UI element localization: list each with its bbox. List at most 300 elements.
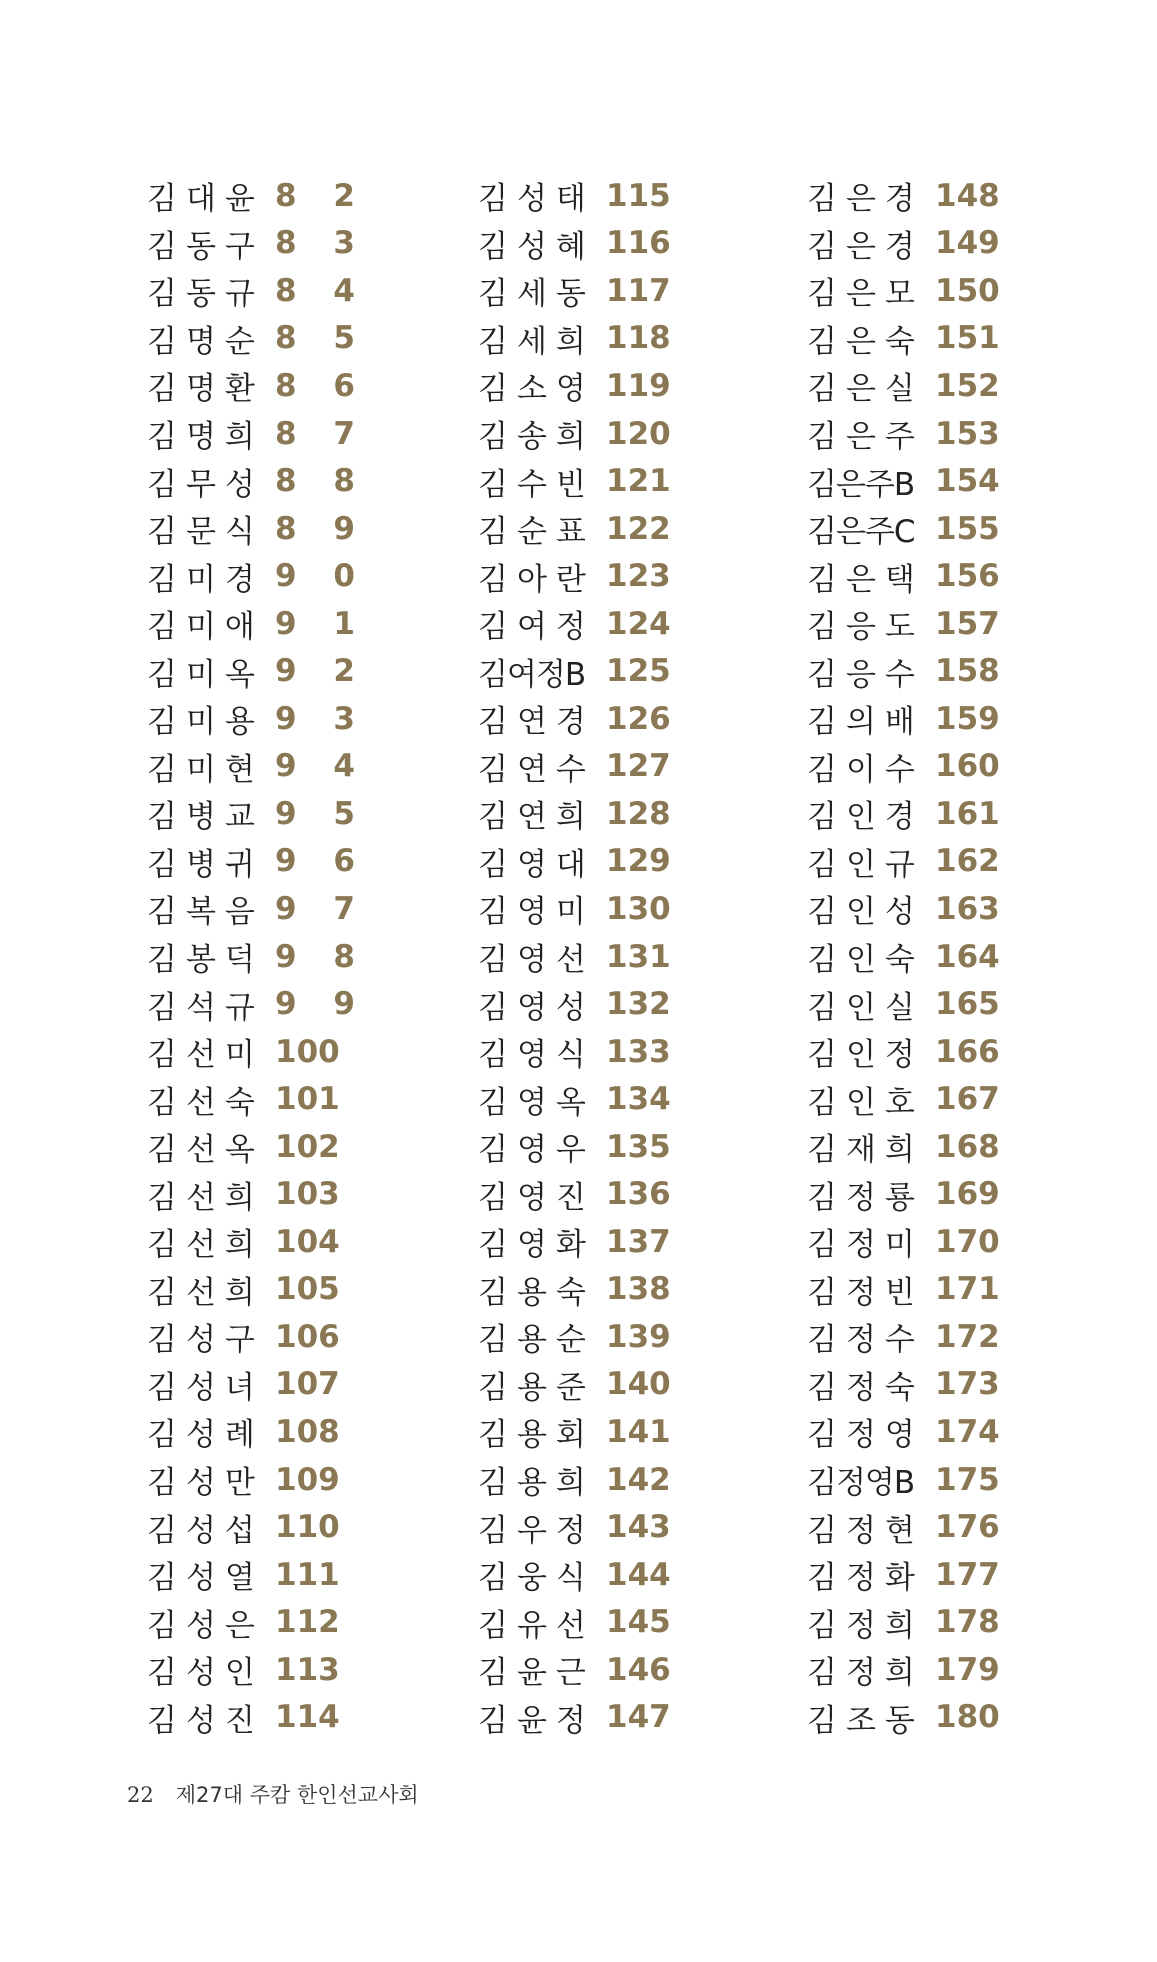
index-column-1 <box>147 172 368 1741</box>
entry-page-number: 149 <box>935 225 1000 262</box>
index-entry <box>478 1266 671 1314</box>
entry-page-number: 123 <box>606 558 671 595</box>
index-entry <box>807 695 1000 743</box>
entry-page-number: 114 <box>275 1699 340 1736</box>
index-entry <box>478 1408 671 1456</box>
entry-name: 김명순 <box>147 323 264 360</box>
index-entry <box>147 1361 368 1409</box>
entry-name: 김송희 <box>478 419 595 455</box>
entry-name: 김은경 <box>807 181 924 218</box>
entry-name: 김성녀 <box>147 1369 264 1406</box>
entry-name: 김영우 <box>478 1132 595 1169</box>
entry-name: 김은택 <box>807 561 924 598</box>
entry-page-number: 110 <box>275 1509 340 1546</box>
index-entry <box>147 267 368 315</box>
entry-name: 김인성 <box>807 894 924 931</box>
index-entry <box>147 220 368 268</box>
entry-page-number: 180 <box>935 1699 1000 1736</box>
entry-page-number: 8 7 <box>275 415 368 452</box>
entry-page-number: 172 <box>935 1318 1000 1355</box>
entry-name: 김인규 <box>807 846 924 883</box>
entry-page-number: 129 <box>606 843 671 880</box>
entry-page-number: 167 <box>935 1081 1000 1118</box>
entry-page-number: 178 <box>935 1604 1000 1641</box>
index-entry <box>807 1361 1000 1409</box>
entry-page-number: 8 3 <box>275 225 368 262</box>
index-entry <box>807 743 1000 791</box>
entry-name: 김조동 <box>807 1702 924 1739</box>
entry-name: 김은실 <box>807 371 924 408</box>
index-entry <box>807 790 1000 838</box>
index-entry <box>807 1598 1000 1646</box>
index-entry <box>807 1456 1000 1504</box>
entry-page-number: 145 <box>606 1604 671 1641</box>
index-entry <box>478 790 671 838</box>
entry-name: 김유선 <box>478 1607 595 1644</box>
entry-page-number: 150 <box>935 272 1000 309</box>
entry-name: 김정현 <box>807 1512 924 1549</box>
entry-page-number: 162 <box>935 843 1000 880</box>
index-entry <box>478 1123 671 1171</box>
index-entry <box>807 838 1000 886</box>
index-entry <box>807 552 1000 600</box>
entry-name: 김세희 <box>478 323 595 360</box>
index-entry <box>807 410 1000 458</box>
entry-name: 김연희 <box>478 799 595 836</box>
index-entry <box>478 220 671 268</box>
index-entry <box>807 315 1000 363</box>
index-entry <box>147 1503 368 1551</box>
entry-name: 김정숙 <box>807 1369 924 1406</box>
entry-name: 김선미 <box>147 1037 264 1074</box>
entry-page-number: 176 <box>935 1509 1000 1546</box>
entry-name: 김정룡 <box>807 1179 924 1216</box>
entry-name: 김우정 <box>478 1512 595 1549</box>
entry-page-number: 141 <box>606 1413 671 1450</box>
index-entry <box>478 1075 671 1123</box>
entry-name: 김선숙 <box>147 1084 264 1121</box>
entry-page-number: 154 <box>935 463 1000 500</box>
index-entry <box>147 1456 368 1504</box>
entry-name: 김성례 <box>147 1417 264 1454</box>
entry-name: 김용준 <box>478 1369 595 1406</box>
entry-name: 김영화 <box>478 1227 595 1264</box>
entry-name: 김성태 <box>478 181 595 218</box>
entry-page-number: 140 <box>606 1366 671 1403</box>
entry-page-number: 132 <box>606 986 671 1023</box>
entry-page-number: 117 <box>606 272 671 309</box>
index-entry <box>478 1551 671 1599</box>
entry-name: 김여정 <box>478 609 595 646</box>
entry-page-number: 166 <box>935 1033 1000 1070</box>
entry-name: 김순표 <box>478 514 595 551</box>
entry-page-number: 8 8 <box>275 463 368 500</box>
entry-page-number: 118 <box>606 320 671 357</box>
entry-page-number: 9 4 <box>275 748 368 785</box>
entry-page-number: 173 <box>935 1366 1000 1403</box>
entry-name: 김은경 <box>807 228 924 265</box>
index-entry <box>478 1361 671 1409</box>
entry-page-number: 163 <box>935 890 1000 927</box>
entry-page-number: 137 <box>606 1223 671 1260</box>
entry-page-number: 9 7 <box>275 890 368 927</box>
entry-page-number: 111 <box>275 1556 340 1593</box>
index-entry <box>478 1170 671 1218</box>
entry-page-number: 103 <box>275 1176 340 1213</box>
entry-page-number: 126 <box>606 700 671 737</box>
entry-page-number: 164 <box>935 938 1000 975</box>
index-entry <box>147 838 368 886</box>
entry-name: 김선희 <box>147 1179 264 1216</box>
index-entry <box>478 172 671 220</box>
index-entry <box>478 980 671 1028</box>
index-entry <box>147 743 368 791</box>
index-entry <box>147 790 368 838</box>
index-entry <box>147 933 368 981</box>
entry-name: 김재희 <box>807 1132 924 1169</box>
index-entry <box>478 1028 671 1076</box>
entry-page-number: 9 0 <box>275 558 368 595</box>
entry-page-number: 9 6 <box>275 843 368 880</box>
entry-name: 김응도 <box>807 609 924 646</box>
index-entry <box>478 933 671 981</box>
entry-name: 김정영 <box>807 1417 924 1454</box>
entry-name: 김병교 <box>147 799 264 836</box>
entry-name: 김성만 <box>147 1465 264 1502</box>
entry-name: 김용순 <box>478 1322 595 1359</box>
entry-name: 김미애 <box>147 609 264 646</box>
entry-name: 김소영 <box>478 371 595 408</box>
entry-page-number: 168 <box>935 1128 1000 1165</box>
entry-name: 김선희 <box>147 1227 264 1264</box>
index-entry <box>478 600 671 648</box>
index-entry <box>478 1456 671 1504</box>
index-entry <box>478 838 671 886</box>
entry-page-number: 136 <box>606 1176 671 1213</box>
index-entry <box>478 1694 671 1742</box>
entry-name: 김정수 <box>807 1322 924 1359</box>
index-entry <box>478 1503 671 1551</box>
index-entry <box>807 1408 1000 1456</box>
index-entry <box>807 1028 1000 1076</box>
index-entry <box>478 552 671 600</box>
index-column-2 <box>478 172 671 1741</box>
index-entry <box>147 1551 368 1599</box>
entry-name: 김웅식 <box>478 1560 595 1597</box>
entry-page-number: 109 <box>275 1461 340 1498</box>
entry-name: 김인실 <box>807 989 924 1026</box>
entry-name: 김인숙 <box>807 942 924 979</box>
index-entry <box>807 267 1000 315</box>
index-entry <box>807 980 1000 1028</box>
entry-name: 김용희 <box>478 1465 595 1502</box>
index-entry <box>807 1075 1000 1123</box>
entry-page-number: 105 <box>275 1271 340 1308</box>
entry-name: 김은주C <box>807 514 915 551</box>
index-entry <box>147 1408 368 1456</box>
entry-name: 김미현 <box>147 751 264 788</box>
entry-page-number: 131 <box>606 938 671 975</box>
index-entry <box>478 362 671 410</box>
entry-page-number: 9 9 <box>275 986 368 1023</box>
entry-name: 김은주B <box>807 466 915 503</box>
entry-name: 김영대 <box>478 846 595 883</box>
index-entry <box>147 1598 368 1646</box>
index-entry <box>147 647 368 695</box>
entry-page-number: 148 <box>935 177 1000 214</box>
entry-page-number: 9 8 <box>275 938 368 975</box>
entry-page-number: 144 <box>606 1556 671 1593</box>
index-entry <box>807 362 1000 410</box>
index-entry <box>147 362 368 410</box>
entry-page-number: 138 <box>606 1271 671 1308</box>
entry-name: 김영선 <box>478 942 595 979</box>
entry-page-number: 165 <box>935 986 1000 1023</box>
entry-name: 김영옥 <box>478 1084 595 1121</box>
entry-name: 김선희 <box>147 1274 264 1311</box>
entry-name: 김영진 <box>478 1179 595 1216</box>
index-entry <box>478 457 671 505</box>
entry-page-number: 152 <box>935 367 1000 404</box>
index-entry <box>478 505 671 553</box>
index-entry <box>147 1646 368 1694</box>
index-entry <box>478 1218 671 1266</box>
entry-page-number: 169 <box>935 1176 1000 1213</box>
entry-page-number: 104 <box>275 1223 340 1260</box>
entry-name: 김은숙 <box>807 323 924 360</box>
index-entry <box>147 1075 368 1123</box>
entry-name: 김수빈 <box>478 466 595 503</box>
entry-name: 김영미 <box>478 894 595 931</box>
entry-page-number: 9 5 <box>275 795 368 832</box>
index-entry <box>147 1694 368 1742</box>
index-entry <box>147 600 368 648</box>
index-entry <box>807 1218 1000 1266</box>
entry-page-number: 112 <box>275 1604 340 1641</box>
index-entry <box>807 172 1000 220</box>
entry-page-number: 9 1 <box>275 605 368 642</box>
entry-name: 김성혜 <box>478 228 595 265</box>
entry-page-number: 125 <box>606 653 671 690</box>
entry-name: 김아란 <box>478 561 595 598</box>
entry-name: 김문식 <box>147 514 264 551</box>
entry-page-number: 179 <box>935 1651 1000 1688</box>
entry-page-number: 174 <box>935 1413 1000 1450</box>
index-entry <box>147 1266 368 1314</box>
entry-page-number: 8 9 <box>275 510 368 547</box>
entry-name: 김무성 <box>147 466 264 503</box>
entry-name: 김성열 <box>147 1560 264 1597</box>
entry-name: 김이수 <box>807 751 924 788</box>
index-entry <box>147 505 368 553</box>
index-entry <box>478 410 671 458</box>
entry-page-number: 153 <box>935 415 1000 452</box>
index-entry <box>147 1170 368 1218</box>
entry-page-number: 101 <box>275 1081 340 1118</box>
entry-name: 김미옥 <box>147 656 264 693</box>
index-entry <box>478 695 671 743</box>
entry-name: 김정빈 <box>807 1274 924 1311</box>
entry-page-number: 146 <box>606 1651 671 1688</box>
index-entry <box>147 1123 368 1171</box>
entry-name: 김윤근 <box>478 1655 595 1692</box>
entry-name: 김명희 <box>147 419 264 455</box>
entry-name: 김연수 <box>478 751 595 788</box>
entry-page-number: 130 <box>606 890 671 927</box>
entry-page-number: 124 <box>606 605 671 642</box>
entry-page-number: 106 <box>275 1318 340 1355</box>
index-entry <box>478 1313 671 1361</box>
entry-page-number: 134 <box>606 1081 671 1118</box>
entry-name: 김동규 <box>147 276 264 313</box>
entry-page-number: 157 <box>935 605 1000 642</box>
entry-page-number: 119 <box>606 367 671 404</box>
entry-name: 김성인 <box>147 1655 264 1692</box>
entry-name: 김정미 <box>807 1227 924 1264</box>
entry-page-number: 133 <box>606 1033 671 1070</box>
index-entry <box>478 1598 671 1646</box>
entry-name: 김병귀 <box>147 846 264 883</box>
entry-name: 김응수 <box>807 656 924 693</box>
index-entry <box>147 695 368 743</box>
footer-page-number: 22 <box>127 1783 154 1807</box>
entry-name: 김정희 <box>807 1655 924 1692</box>
entry-page-number: 156 <box>935 558 1000 595</box>
entry-name: 김석규 <box>147 989 264 1026</box>
entry-name: 김영식 <box>478 1037 595 1074</box>
index-entry <box>807 457 1000 505</box>
entry-name: 김윤정 <box>478 1702 595 1739</box>
index-entry <box>807 885 1000 933</box>
entry-page-number: 120 <box>606 415 671 452</box>
entry-page-number: 113 <box>275 1651 340 1688</box>
entry-page-number: 175 <box>935 1461 1000 1498</box>
index-entry <box>147 885 368 933</box>
entry-page-number: 121 <box>606 463 671 500</box>
index-entry <box>807 1551 1000 1599</box>
entry-name: 김복음 <box>147 894 264 931</box>
index-entry <box>147 1218 368 1266</box>
index-entry <box>147 552 368 600</box>
entry-page-number: 160 <box>935 748 1000 785</box>
footer-title: 제27대 주캄 한인선교사회 <box>175 1783 419 1807</box>
index-entry <box>807 600 1000 648</box>
entry-page-number: 177 <box>935 1556 1000 1593</box>
entry-name: 김인호 <box>807 1084 924 1121</box>
entry-name: 김정화 <box>807 1560 924 1597</box>
entry-page-number: 170 <box>935 1223 1000 1260</box>
entry-page-number: 8 4 <box>275 272 368 309</box>
index-entry <box>147 315 368 363</box>
index-entry <box>807 1266 1000 1314</box>
index-entry <box>478 315 671 363</box>
index-entry <box>807 1646 1000 1694</box>
entry-page-number: 8 5 <box>275 320 368 357</box>
index-entry <box>478 1646 671 1694</box>
index-entry <box>807 1503 1000 1551</box>
index-entry <box>807 1123 1000 1171</box>
entry-name: 김여정B <box>478 656 586 693</box>
entry-page-number: 122 <box>606 510 671 547</box>
entry-name: 김세동 <box>478 276 595 313</box>
index-entry <box>147 1028 368 1076</box>
index-entry <box>478 267 671 315</box>
index-entry <box>807 1694 1000 1742</box>
entry-page-number: 8 6 <box>275 367 368 404</box>
entry-page-number: 142 <box>606 1461 671 1498</box>
entry-page-number: 128 <box>606 795 671 832</box>
entry-page-number: 159 <box>935 700 1000 737</box>
index-entry <box>807 1170 1000 1218</box>
entry-name: 김은모 <box>807 276 924 313</box>
entry-page-number: 9 3 <box>275 700 368 737</box>
index-entry <box>807 220 1000 268</box>
entry-page-number: 161 <box>935 795 1000 832</box>
entry-page-number: 139 <box>606 1318 671 1355</box>
entry-page-number: 8 2 <box>275 177 368 214</box>
entry-page-number: 171 <box>935 1271 1000 1308</box>
entry-name: 김성진 <box>147 1702 264 1739</box>
index-column-3 <box>807 172 1000 1741</box>
entry-page-number: 107 <box>275 1366 340 1403</box>
entry-name: 김선옥 <box>147 1132 264 1169</box>
entry-page-number: 115 <box>606 177 671 214</box>
entry-name: 김인경 <box>807 799 924 836</box>
entry-page-number: 108 <box>275 1413 340 1450</box>
entry-page-number: 143 <box>606 1509 671 1546</box>
entry-page-number: 135 <box>606 1128 671 1165</box>
entry-page-number: 147 <box>606 1699 671 1736</box>
entry-name: 김성섭 <box>147 1512 264 1549</box>
page-footer <box>127 1779 419 1809</box>
entry-name: 김의배 <box>807 704 924 741</box>
index-entry <box>807 933 1000 981</box>
entry-page-number: 9 2 <box>275 653 368 690</box>
entry-page-number: 151 <box>935 320 1000 357</box>
entry-page-number: 158 <box>935 653 1000 690</box>
index-entry <box>478 885 671 933</box>
entry-name: 김용숙 <box>478 1274 595 1311</box>
index-entry <box>807 505 1000 553</box>
entry-name: 김봉덕 <box>147 942 264 979</box>
entry-name: 김동구 <box>147 228 264 265</box>
entry-name: 김인정 <box>807 1037 924 1074</box>
index-entry <box>807 647 1000 695</box>
entry-name: 김용회 <box>478 1417 595 1454</box>
entry-name: 김미용 <box>147 704 264 741</box>
index-entry <box>147 172 368 220</box>
entry-name: 김성은 <box>147 1607 264 1644</box>
entry-name: 김명환 <box>147 371 264 408</box>
entry-page-number: 116 <box>606 225 671 262</box>
entry-name: 김은주 <box>807 419 924 455</box>
index-entry <box>147 410 368 458</box>
entry-page-number: 100 <box>275 1033 340 1070</box>
entry-page-number: 102 <box>275 1128 340 1165</box>
index-entry <box>147 457 368 505</box>
entry-page-number: 127 <box>606 748 671 785</box>
index-entry <box>147 1313 368 1361</box>
index-entry <box>147 980 368 1028</box>
index-entry <box>478 647 671 695</box>
entry-name: 김정희 <box>807 1607 924 1644</box>
index-entry <box>478 743 671 791</box>
entry-name: 김영성 <box>478 989 595 1026</box>
entry-name: 김정영B <box>807 1465 915 1502</box>
entry-name: 김대윤 <box>147 181 264 218</box>
entry-name: 김성구 <box>147 1322 264 1359</box>
entry-name: 김미경 <box>147 561 264 598</box>
